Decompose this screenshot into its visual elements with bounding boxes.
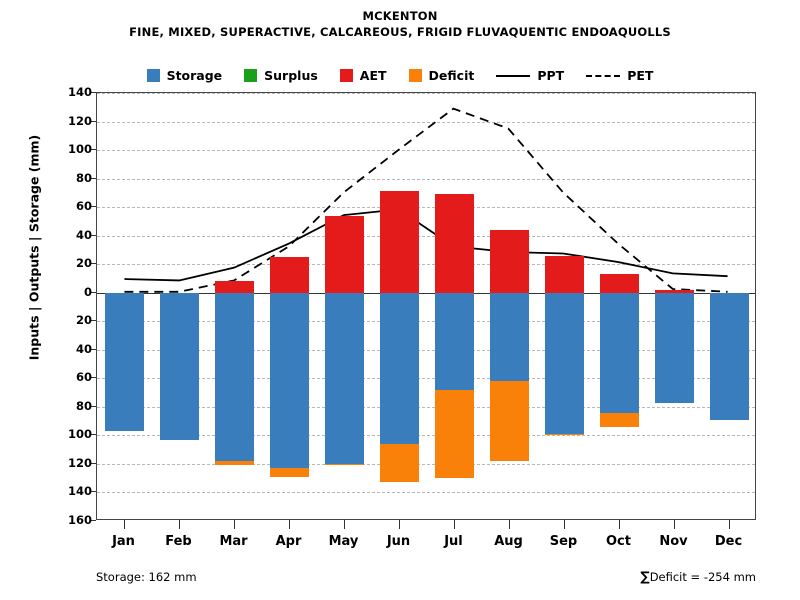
sigma-symbol: ∑ <box>640 570 650 585</box>
bar-storage-nov <box>655 293 695 403</box>
x-tick-label-nov: Nov <box>659 534 688 549</box>
y-tick-label: 40 <box>75 227 92 242</box>
bar-storage-apr <box>270 293 310 468</box>
y-axis-ticks <box>96 92 102 520</box>
bar-deficit-jul <box>435 390 475 478</box>
line-ppt <box>124 209 727 280</box>
x-tick-label-sep: Sep <box>549 534 578 549</box>
chart-legend <box>0 68 800 83</box>
bar-storage-jan <box>105 293 145 431</box>
y-tick-label: 20 <box>75 256 92 271</box>
bar-storage-may <box>325 293 365 464</box>
bar-aet-aug <box>490 230 530 293</box>
bar-deficit-mar <box>215 461 255 465</box>
bar-deficit-oct <box>600 413 640 427</box>
x-tick-mark <box>619 520 620 529</box>
bar-aet-may <box>325 216 365 293</box>
bar-aet-oct <box>600 274 640 293</box>
bar-storage-feb <box>160 293 200 440</box>
storage-footnote: Storage: 162 mm <box>96 570 197 584</box>
legend-label: Surplus <box>264 68 318 83</box>
chart-title <box>0 8 800 40</box>
legend-swatch-icon <box>147 69 160 82</box>
bar-aet-sep <box>545 256 585 293</box>
bar-storage-dec <box>710 293 750 420</box>
legend-swatch-icon <box>244 69 257 82</box>
legend-dashed-line-icon <box>586 75 620 77</box>
bar-deficit-may <box>325 464 365 465</box>
x-tick-label-feb: Feb <box>165 534 192 549</box>
x-tick-label-apr: Apr <box>275 534 302 549</box>
y-tick-label: 100 <box>67 427 92 442</box>
title-line-1: MCKENTON <box>362 9 438 23</box>
y-tick-label: 60 <box>75 370 92 385</box>
bar-storage-mar <box>215 293 255 461</box>
y-tick-label: 40 <box>75 341 92 356</box>
x-tick-mark <box>289 520 290 529</box>
legend-item-storage <box>147 68 223 83</box>
legend-item-deficit <box>409 68 475 83</box>
bar-aet-apr <box>270 257 310 293</box>
y-tick-label: 20 <box>75 313 92 328</box>
bar-storage-jul <box>435 293 475 390</box>
y-tick-label: 100 <box>67 142 92 157</box>
y-tick-label: 80 <box>75 398 92 413</box>
x-tick-mark <box>399 520 400 529</box>
bar-deficit-aug <box>490 381 530 461</box>
bar-aet-jun <box>380 191 420 292</box>
bar-storage-sep <box>545 293 585 434</box>
bar-storage-aug <box>490 293 530 381</box>
x-tick-label-jan: Jan <box>112 534 135 549</box>
legend-item-aet <box>340 68 387 83</box>
legend-label: Storage <box>166 68 223 83</box>
y-tick-label: 120 <box>67 455 92 470</box>
bar-deficit-jun <box>380 444 420 483</box>
legend-item-surplus <box>244 68 318 83</box>
x-tick-mark <box>234 520 235 529</box>
y-tick-label: 140 <box>67 85 92 99</box>
x-tick-mark <box>344 520 345 529</box>
legend-line-icon <box>496 75 530 77</box>
y-tick-label: 160 <box>67 513 92 527</box>
y-tick-label: 120 <box>67 113 92 128</box>
legend-swatch-icon <box>340 69 353 82</box>
x-tick-label-oct: Oct <box>606 534 631 549</box>
y-axis-title: Inputs | Outputs | Storage (mm) <box>26 134 42 361</box>
bar-deficit-sep <box>545 434 585 435</box>
line-pet <box>124 109 727 292</box>
x-tick-label-aug: Aug <box>494 534 523 549</box>
x-tick-label-mar: Mar <box>219 534 248 549</box>
bar-aet-jul <box>435 194 475 292</box>
legend-label: PET <box>627 68 654 83</box>
y-tick-label: 60 <box>75 199 92 214</box>
x-tick-label-dec: Dec <box>714 534 743 549</box>
x-tick-mark <box>564 520 565 529</box>
legend-item-pet <box>586 68 653 83</box>
legend-label: AET <box>359 68 387 83</box>
bar-deficit-apr <box>270 468 310 477</box>
x-tick-label-jul: Jul <box>444 534 463 549</box>
deficit-footnote <box>640 570 756 585</box>
x-axis-labels <box>96 534 756 554</box>
bar-aet-mar <box>215 281 255 292</box>
legend-swatch-icon <box>409 69 422 82</box>
title-line-2: FINE, MIXED, SUPERACTIVE, CALCAREOUS, FRIGID FLUVAQUENTIC ENDOAQUOLLS <box>129 25 671 39</box>
x-tick-mark <box>509 520 510 529</box>
y-tick-label: 80 <box>75 170 92 185</box>
x-tick-mark <box>674 520 675 529</box>
x-axis-ticks <box>96 520 756 530</box>
x-tick-mark <box>124 520 125 529</box>
deficit-text: Deficit = -254 mm <box>649 570 756 584</box>
x-tick-mark <box>454 520 455 529</box>
x-tick-label-may: May <box>328 534 359 549</box>
x-tick-label-jun: Jun <box>386 534 411 549</box>
x-tick-mark <box>729 520 730 529</box>
legend-item-ppt <box>496 68 564 83</box>
legend-label: Deficit <box>428 68 475 83</box>
plot-area <box>96 92 756 520</box>
legend-label: PPT <box>537 68 565 83</box>
bar-storage-jun <box>380 293 420 444</box>
bar-storage-oct <box>600 293 640 413</box>
y-tick-label: 0 <box>83 284 92 299</box>
x-tick-mark <box>179 520 180 529</box>
y-tick-label: 140 <box>67 484 92 499</box>
y-axis-labels <box>46 85 92 527</box>
